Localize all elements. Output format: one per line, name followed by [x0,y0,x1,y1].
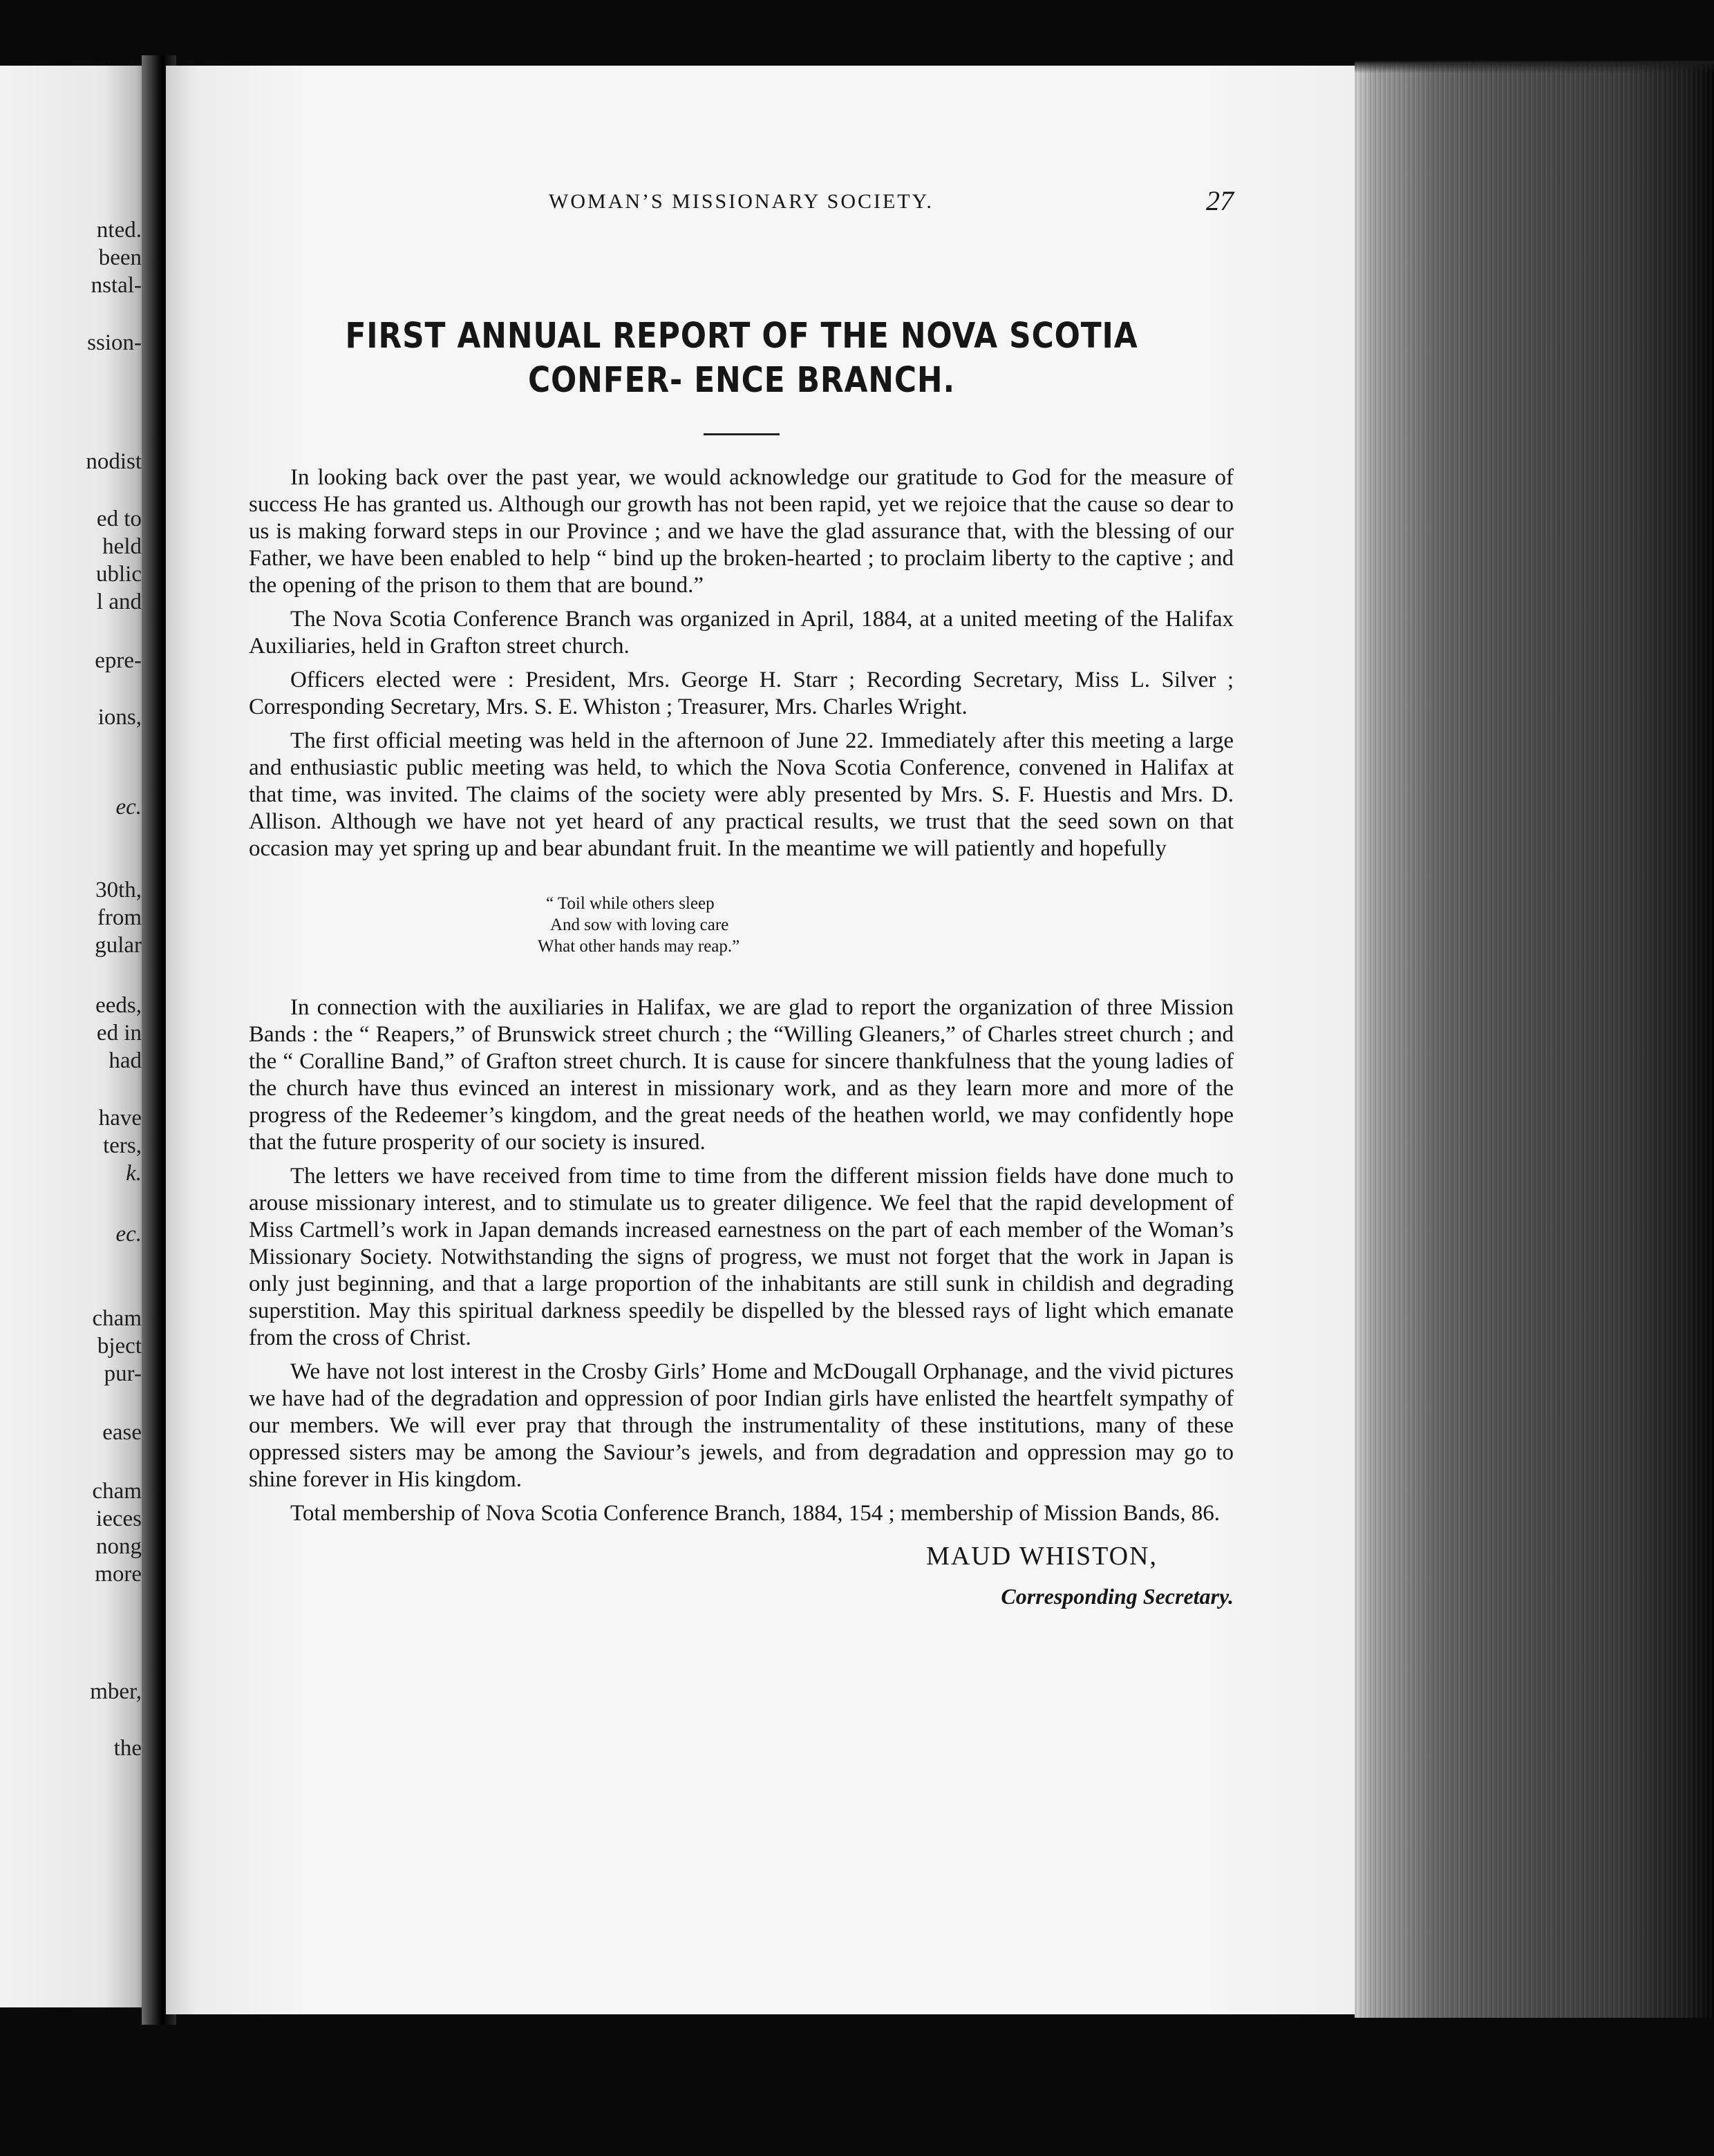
left-page-text-fragment: l and [96,589,142,614]
left-page-text-fragment: ublic [96,562,142,587]
paragraph: The first official meeting was held in the afternoon of June 22. Immediately after this meeting a large and enthusiastic public meeting was held, to which the Nova Scotia Conference, convened in Halifax at that time, was invited. The claims of the society were ably presented by Mrs. S. F. Huestis and Mrs. D. Allison. Although we have not yet heard of any practical results, we trust that the seed sown on that occasion may yet spring up and bear abundant fruit. In the meantime we will patiently and hopefully [249,728,1234,861]
book-page-edges [1355,62,1714,2018]
paragraph: In connection with the auxiliaries in Halifax, we are glad to report the organization of three Mission Bands : the “ Reapers,” of Brunswick street church ; the “Willing Gleaners,” of Charles street church ; and the “ Coralline Band,” of Grafton street church. It is cause for sincere thankfulness that the young ladies of the church have thus evinced an interest in missionary work, and as they learn more and more of the progress of the Redeemer’s kingdom, and the great needs of the heathen world, we may confidently hope that the future prosperity of our society is insured. [249,995,1234,1155]
page-content [249,185,1234,1609]
left-page-text-fragment: k. [126,1161,142,1186]
left-page-text-fragment: had [109,1048,142,1073]
left-page-text-fragment: mber, [90,1679,142,1704]
left-page-text-fragment: epre- [95,648,142,673]
left-page-text-fragment: been [98,245,142,270]
poem-line: “ Toil while others sleep [546,894,715,913]
left-page-text-fragment: 30th, [95,878,142,902]
poem-line: And sow with loving care [550,916,729,934]
page-number: 27 [1206,185,1234,216]
left-page-text-fragment: ssion- [87,330,142,355]
title-rule [704,433,780,435]
left-page-text-fragment: ec. [115,1222,142,1247]
left-page-text-fragment: nong [96,1534,142,1559]
left-page-text-fragment: eeds, [95,993,142,1018]
paragraph: In looking back over the past year, we would acknowledge our gratitude to God for the measure of success He has granted us. Although our growth has not been rapid, yet we rejoice that the cause so dear to us is making forward steps in our Province ; and we have the glad assurance that, with the blessing of our Father, we have been enabled to help “ bind up the broken-hearted ; to proclaim liberty to the captive ; and the opening of the prison to them that are bound.” [249,465,1234,598]
left-page-text-fragment: have [98,1106,142,1131]
page-edges-shadow [1355,61,1714,73]
left-page-text-fragment: the [113,1736,142,1761]
paragraph: Officers elected were : President, Mrs. George H. Starr ; Recording Secretary, Miss L. Silver ; Corresponding Secretary, Mrs. S. E. Whiston ; Treasurer, Mrs. Charles Wright. [249,668,1234,719]
left-page-text-fragment: cham [92,1479,142,1504]
left-page-text-fragment: gular [95,933,142,958]
running-head-title: WOMAN’S MISSIONARY SOCIETY. [549,190,934,213]
paragraph: Total membership of Nova Scotia Conference Branch, 1884, 154 ; membership of Mission Bands, 86. [290,1501,1220,1526]
signature-name: MAUD WHISTON, [926,1542,1158,1571]
left-page-text-fragment: ieces [96,1506,142,1531]
left-page-text-fragment: pur- [104,1361,142,1386]
left-page-text-fragment: nted. [96,218,142,243]
article-title: FIRST ANNUAL REPORT OF THE NOVA SCOTIA CONFER- ENCE BRANCH. [345,316,1138,401]
left-page-text-fragment: ed to [96,507,142,531]
left-page-text-fragment: nodist [86,449,142,474]
article-body [249,464,1234,1527]
signature-title: Corresponding Secretary. [1001,1584,1234,1609]
left-page-text-fragment: ease [102,1420,142,1445]
left-page-text-fragment: ters, [103,1133,142,1158]
left-page-text-fragment: more [95,1562,142,1587]
paragraph: We have not lost interest in the Crosby Girls’ Home and McDougall Orphanage, and the vivid pictures we have had of the degradation and oppression of poor Indian girls have enlisted the heartfelt sympathy of our members. We will ever pray that through the instrumentality of these institutions, many of these oppressed sisters may be among the Saviour’s jewels, and from degradation and oppression may go to shine forever in His kingdom. [249,1359,1234,1492]
left-page-text-fragment: ed in [96,1021,142,1046]
left-page-text-fragment: nstal- [91,273,142,298]
left-page-text-fragment: cham [92,1306,142,1331]
poem-line: What other hands may reap.” [538,937,740,956]
paragraph: The Nova Scotia Conference Branch was organized in April, 1884, at a united meeting of the Halifax Auxiliaries, held in Grafton street church. [249,607,1234,659]
left-page-text-fragment: bject [97,1334,142,1359]
signature-block [249,1541,1234,1609]
paragraph: The letters we have received from time to time from the different mission fields have done much to arouse missionary interest, and to stimulate us to greater diligence. We feel that the rapid development of Miss Cartmell’s work in Japan demands increased earnestness on the part of each member of the Woman’s Missionary Society. Notwithstanding the signs of progress, we must not forget that the work in Japan is only just beginning, and that a large proportion of the inhabitants are still sunk in childish and degrading superstition. May this spiritual darkness speedily be dispelled by the blessed rays of light which emanate from the cross of Christ. [249,1164,1234,1350]
left-page-text-fragment: held [102,534,142,559]
poem-quote [249,893,1234,957]
running-head [249,185,1234,231]
left-page-text-fragment: ec. [115,795,142,820]
left-facing-page [0,66,149,2007]
left-page-text-fragment: ions, [97,705,142,730]
left-page-text-fragment: from [97,905,142,930]
